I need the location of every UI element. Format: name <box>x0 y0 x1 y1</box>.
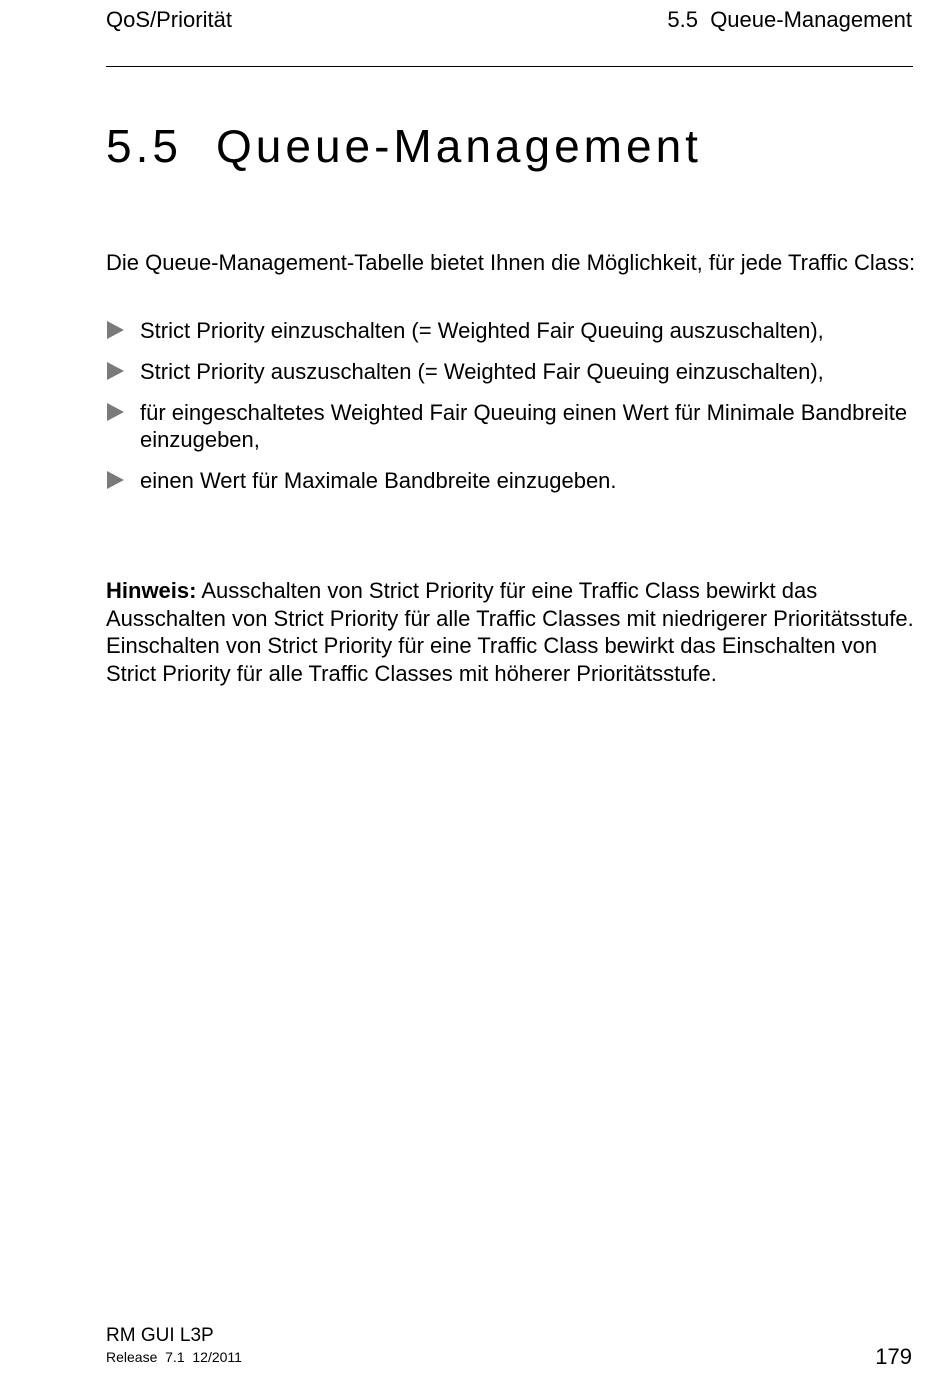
triangle-right-icon <box>107 362 124 380</box>
section-number: 5.5 <box>106 120 182 172</box>
intro-paragraph: Die Queue-Management-Tabelle bietet Ihnen die Möglichkeit, für jede Traffic Class: <box>106 250 916 275</box>
list-item-text: Strict Priority einzuschalten (= Weighted Fair Queuing auszuschalten), <box>140 318 824 343</box>
running-header-chapter: QoS/Priorität <box>106 7 232 32</box>
note-paragraph <box>106 577 916 687</box>
list-item <box>106 467 916 494</box>
list-item <box>106 358 916 385</box>
triangle-right-icon <box>107 471 124 489</box>
page-number: 179 <box>875 1344 912 1369</box>
section-title: Queue-Management <box>216 120 702 172</box>
footer-release: Release 7.1 12/2011 <box>106 1349 242 1365</box>
bullet-list <box>106 317 916 508</box>
list-item-text: Strict Priority auszuschalten (= Weighted Fair Queuing einzuschalten), <box>140 359 824 384</box>
list-item-text: für eingeschaltetes Weighted Fair Queuing einen Wert für Minimale Bandbreite einzugeben, <box>140 400 908 452</box>
footer-document-title: RM GUI L3P <box>106 1325 214 1346</box>
list-item <box>106 399 916 453</box>
note-text: Ausschalten von Strict Priority für eine Traffic Class bewirkt das Ausschalten von Strict Priority für alle Traffic Classes mit niedrigerer Prioritätsstufe. Einschalten von Strict Priority für eine Traffic Class bewirkt das Einschalten von Strict Priority für alle Traffic Classes mit höherer Prioritätsstufe. <box>106 578 914 686</box>
list-item <box>106 317 916 344</box>
running-header-section: 5.5 Queue-Management <box>667 7 912 32</box>
triangle-right-icon <box>107 321 124 339</box>
section-heading <box>106 118 702 174</box>
header-divider <box>106 66 913 67</box>
note-label: Hinweis: <box>106 578 197 603</box>
triangle-right-icon <box>107 403 124 421</box>
list-item-text: einen Wert für Maximale Bandbreite einzugeben. <box>140 468 617 493</box>
